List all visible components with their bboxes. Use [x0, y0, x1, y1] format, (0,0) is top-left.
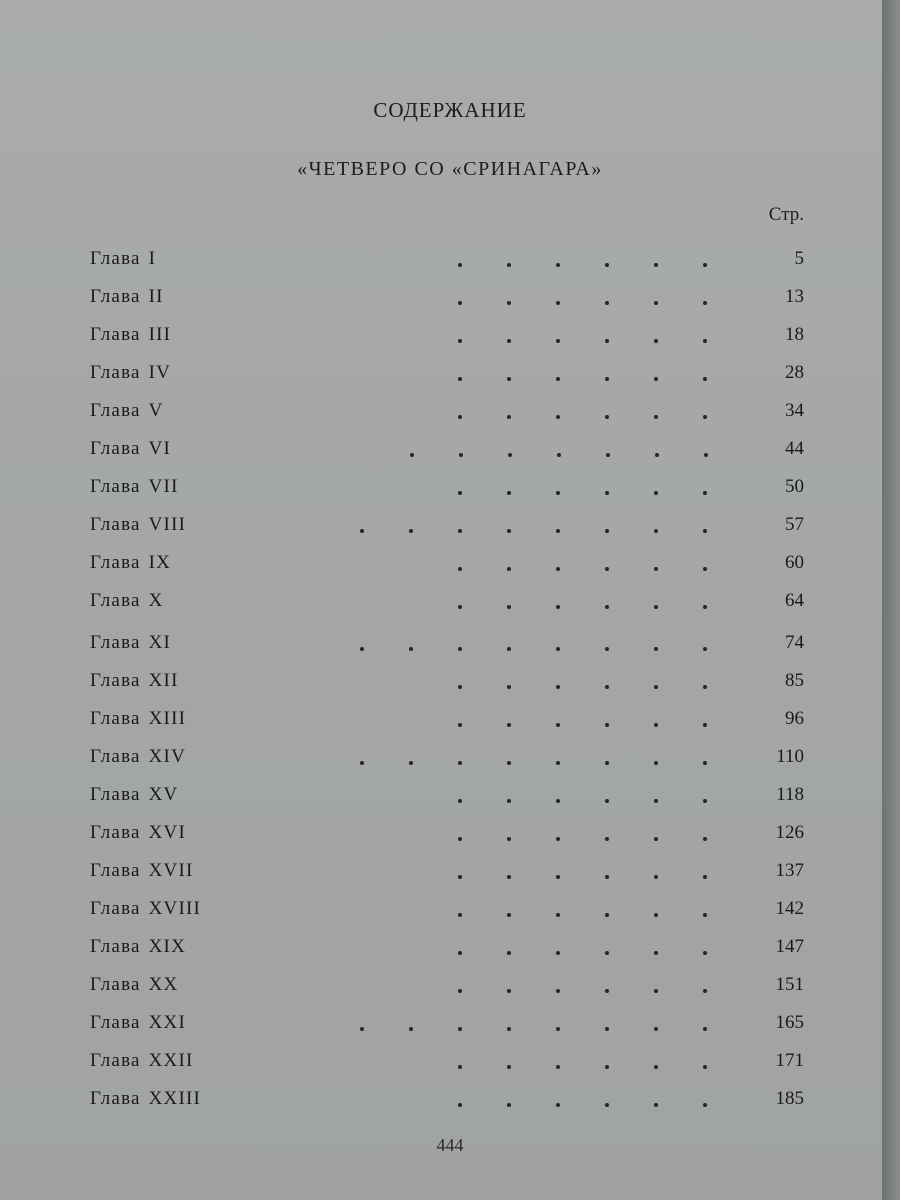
leader-dot	[605, 723, 609, 727]
toc-entry	[0, 670, 900, 700]
chapter-label	[90, 632, 171, 654]
leader-dot	[556, 723, 560, 727]
chapter-label	[90, 860, 194, 882]
leader-dot	[703, 913, 707, 917]
toc-entry	[0, 1088, 900, 1118]
leader-dot	[654, 1065, 658, 1069]
leader-dot	[507, 647, 511, 651]
chapter-word: Глава	[90, 898, 141, 919]
chapter-numeral: XIV	[148, 746, 186, 767]
chapter-numeral: I	[148, 248, 157, 269]
toc-entry	[0, 514, 900, 544]
chapter-label	[90, 552, 171, 574]
leader-dot	[654, 529, 658, 533]
chapter-word: Глава	[90, 708, 141, 729]
leader-dot	[605, 1103, 609, 1107]
chapter-word: Глава	[90, 860, 141, 881]
leader-dot	[556, 377, 560, 381]
leader-dot	[703, 761, 707, 765]
chapter-label	[90, 746, 186, 768]
book-title: «ЧЕТВЕРО СО «СРИНАГАРА»	[297, 158, 603, 180]
chapter-page-number: 44	[785, 438, 804, 459]
dot-leader	[330, 1050, 720, 1080]
chapter-page-number: 137	[775, 860, 804, 881]
chapter-word: Глава	[90, 1050, 141, 1071]
leader-dot	[605, 339, 609, 343]
toc-entry	[0, 552, 900, 582]
leader-dot	[654, 951, 658, 955]
dot-leader	[330, 974, 720, 1004]
dot-leader	[330, 552, 720, 582]
leader-dot	[409, 761, 413, 765]
chapter-word: Глава	[90, 362, 141, 383]
toc-entry	[0, 400, 900, 430]
leader-dot	[605, 415, 609, 419]
chapter-label	[90, 1012, 186, 1034]
leader-dot	[458, 301, 462, 305]
chapter-label	[90, 936, 186, 958]
chapter-numeral: II	[148, 286, 164, 307]
leader-dot	[507, 989, 511, 993]
leader-dot	[556, 415, 560, 419]
chapter-page-number: 151	[775, 974, 804, 995]
leader-dot	[605, 605, 609, 609]
leader-dot	[507, 951, 511, 955]
dot-leader	[330, 590, 720, 620]
leader-dot	[703, 415, 707, 419]
chapter-word: Глава	[90, 438, 141, 459]
leader-dot	[703, 799, 707, 803]
leader-dot	[458, 951, 462, 955]
leader-dot	[655, 453, 659, 457]
toc-entry	[0, 860, 900, 890]
chapter-numeral: X	[148, 590, 164, 611]
leader-dot	[654, 301, 658, 305]
leader-dot	[507, 1065, 511, 1069]
chapter-label	[90, 898, 201, 920]
chapter-label	[90, 400, 164, 422]
leader-dot	[410, 453, 414, 457]
leader-dot	[654, 339, 658, 343]
chapter-word: Глава	[90, 248, 141, 269]
leader-dot	[556, 647, 560, 651]
leader-dot	[703, 875, 707, 879]
leader-dot	[556, 491, 560, 495]
chapter-numeral: IV	[148, 362, 172, 383]
chapter-numeral: XIII	[148, 708, 187, 729]
leader-dot	[507, 837, 511, 841]
chapter-word: Глава	[90, 552, 141, 573]
toc-entry	[0, 248, 900, 278]
leader-dot	[605, 1065, 609, 1069]
leader-dot	[605, 529, 609, 533]
leader-dot	[605, 989, 609, 993]
chapter-label	[90, 670, 179, 692]
leader-dot	[605, 647, 609, 651]
chapter-page-number: 96	[785, 708, 804, 729]
toc-entry	[0, 476, 900, 506]
leader-dot	[556, 913, 560, 917]
chapter-page-number: 50	[785, 476, 804, 497]
chapter-page-number: 142	[775, 898, 804, 919]
leader-dot	[556, 685, 560, 689]
leader-dot	[458, 1065, 462, 1069]
leader-dot	[507, 1103, 511, 1107]
leader-dot	[703, 685, 707, 689]
dot-leader	[330, 248, 720, 278]
leader-dot	[458, 761, 462, 765]
chapter-word: Глава	[90, 936, 141, 957]
leader-dot	[458, 875, 462, 879]
leader-dot	[507, 377, 511, 381]
leader-dot	[703, 1103, 707, 1107]
chapter-numeral: XIX	[148, 936, 186, 957]
leader-dot	[654, 647, 658, 651]
leader-dot	[556, 529, 560, 533]
dot-leader	[330, 746, 720, 776]
leader-dot	[703, 529, 707, 533]
chapter-word: Глава	[90, 784, 141, 805]
chapter-numeral: XII	[148, 670, 179, 691]
chapter-word: Глава	[90, 514, 141, 535]
leader-dot	[556, 263, 560, 267]
page-number: 444	[436, 1135, 464, 1155]
leader-dot	[557, 453, 561, 457]
chapter-label	[90, 324, 171, 346]
leader-dot	[458, 567, 462, 571]
chapter-word: Глава	[90, 746, 141, 767]
toc-entry	[0, 936, 900, 966]
leader-dot	[703, 647, 707, 651]
leader-dot	[508, 453, 512, 457]
chapter-page-number: 28	[785, 362, 804, 383]
leader-dot	[605, 875, 609, 879]
leader-dot	[654, 685, 658, 689]
chapter-page-number: 60	[785, 552, 804, 573]
chapter-word: Глава	[90, 476, 141, 497]
leader-dot	[703, 301, 707, 305]
toc-entry	[0, 286, 900, 316]
leader-dot	[507, 685, 511, 689]
chapter-numeral: XX	[148, 974, 179, 995]
leader-dot	[703, 339, 707, 343]
dot-leader	[330, 936, 720, 966]
leader-dot	[409, 529, 413, 533]
leader-dot	[458, 377, 462, 381]
leader-dot	[556, 567, 560, 571]
toc-entry	[0, 1050, 900, 1080]
leader-dot	[458, 723, 462, 727]
leader-dot	[703, 723, 707, 727]
leader-dot	[458, 415, 462, 419]
leader-dot	[605, 761, 609, 765]
leader-dot	[654, 913, 658, 917]
chapter-label	[90, 1088, 201, 1110]
toc-entry	[0, 974, 900, 1004]
leader-dot	[458, 491, 462, 495]
chapter-page-number: 5	[794, 248, 804, 269]
chapter-page-number: 171	[775, 1050, 804, 1071]
leader-dot	[507, 761, 511, 765]
toc-entry	[0, 708, 900, 738]
dot-leader	[330, 324, 720, 354]
chapter-numeral: VI	[148, 438, 172, 459]
leader-dot	[556, 1103, 560, 1107]
leader-dot	[703, 1065, 707, 1069]
chapter-numeral: XV	[148, 784, 179, 805]
leader-dot	[654, 837, 658, 841]
dot-leader	[330, 438, 720, 468]
dot-leader	[330, 898, 720, 928]
leader-dot	[556, 799, 560, 803]
leader-dot	[459, 453, 463, 457]
leader-dot	[703, 605, 707, 609]
leader-dot	[458, 685, 462, 689]
leader-dot	[507, 339, 511, 343]
chapter-word: Глава	[90, 286, 141, 307]
chapter-page-number: 57	[785, 514, 804, 535]
chapter-numeral: XVI	[148, 822, 186, 843]
chapter-page-number: 64	[785, 590, 804, 611]
leader-dot	[654, 723, 658, 727]
chapter-page-number: 110	[776, 746, 804, 767]
leader-dot	[458, 913, 462, 917]
chapter-label	[90, 248, 156, 270]
leader-dot	[507, 415, 511, 419]
leader-dot	[703, 491, 707, 495]
leader-dot	[360, 647, 364, 651]
leader-dot	[703, 1027, 707, 1031]
chapter-word: Глава	[90, 400, 141, 421]
chapter-label	[90, 1050, 194, 1072]
chapter-numeral: XVIII	[148, 898, 202, 919]
leader-dot	[654, 875, 658, 879]
leader-dot	[654, 605, 658, 609]
leader-dot	[703, 377, 707, 381]
toc-entry	[0, 438, 900, 468]
chapter-page-number: 126	[775, 822, 804, 843]
toc-entry	[0, 1012, 900, 1042]
leader-dot	[507, 263, 511, 267]
chapter-word: Глава	[90, 974, 141, 995]
chapter-numeral: VII	[148, 476, 179, 497]
chapter-label	[90, 286, 164, 308]
chapter-page-number: 185	[775, 1088, 804, 1109]
dot-leader	[330, 476, 720, 506]
leader-dot	[654, 263, 658, 267]
leader-dot	[458, 605, 462, 609]
chapter-numeral: XXI	[148, 1012, 186, 1033]
leader-dot	[458, 339, 462, 343]
toc-entry	[0, 898, 900, 928]
leader-dot	[556, 951, 560, 955]
leader-dot	[654, 377, 658, 381]
dot-leader	[330, 860, 720, 890]
leader-dot	[458, 647, 462, 651]
leader-dot	[458, 1027, 462, 1031]
leader-dot	[704, 453, 708, 457]
leader-dot	[605, 951, 609, 955]
leader-dot	[606, 453, 610, 457]
leader-dot	[654, 491, 658, 495]
chapter-page-number: 34	[785, 400, 804, 421]
dot-leader	[330, 670, 720, 700]
leader-dot	[605, 263, 609, 267]
chapter-numeral: III	[148, 324, 172, 345]
toc-entry	[0, 324, 900, 354]
chapter-word: Глава	[90, 1088, 141, 1109]
leader-dot	[458, 263, 462, 267]
leader-dot	[507, 529, 511, 533]
chapter-label	[90, 974, 178, 996]
chapter-word: Глава	[90, 590, 141, 611]
toc-entry	[0, 362, 900, 392]
leader-dot	[556, 989, 560, 993]
chapter-label	[90, 822, 186, 844]
toc-entry	[0, 746, 900, 776]
dot-leader	[330, 632, 720, 662]
chapter-numeral: XXII	[148, 1050, 194, 1071]
leader-dot	[507, 301, 511, 305]
leader-dot	[458, 529, 462, 533]
leader-dot	[703, 263, 707, 267]
chapter-label	[90, 362, 171, 384]
leader-dot	[556, 605, 560, 609]
chapter-label	[90, 438, 171, 460]
chapter-numeral: VIII	[148, 514, 187, 535]
leader-dot	[605, 377, 609, 381]
chapter-label	[90, 476, 179, 498]
chapter-label	[90, 708, 186, 730]
leader-dot	[654, 761, 658, 765]
dot-leader	[330, 400, 720, 430]
dot-leader	[330, 286, 720, 316]
chapter-page-number: 74	[785, 632, 804, 653]
leader-dot	[507, 1027, 511, 1031]
leader-dot	[409, 1027, 413, 1031]
chapter-word: Глава	[90, 822, 141, 843]
leader-dot	[409, 647, 413, 651]
contents-heading: СОДЕРЖАНИЕ	[373, 98, 527, 122]
leader-dot	[556, 875, 560, 879]
chapter-page-number: 147	[775, 936, 804, 957]
leader-dot	[605, 301, 609, 305]
chapter-page-number: 13	[785, 286, 804, 307]
leader-dot	[654, 799, 658, 803]
leader-dot	[605, 913, 609, 917]
leader-dot	[605, 837, 609, 841]
leader-dot	[507, 799, 511, 803]
dot-leader	[330, 1088, 720, 1118]
dot-leader	[330, 708, 720, 738]
chapter-numeral: IX	[148, 552, 172, 573]
dot-leader	[330, 514, 720, 544]
leader-dot	[507, 567, 511, 571]
leader-dot	[556, 1065, 560, 1069]
toc-entry	[0, 632, 900, 662]
chapter-label	[90, 784, 178, 806]
leader-dot	[507, 491, 511, 495]
chapter-word: Глава	[90, 632, 141, 653]
leader-dot	[556, 301, 560, 305]
leader-dot	[507, 605, 511, 609]
page-column-label: Стр.	[768, 204, 804, 225]
leader-dot	[703, 951, 707, 955]
dot-leader	[330, 1012, 720, 1042]
leader-dot	[605, 799, 609, 803]
leader-dot	[556, 837, 560, 841]
toc-entry	[0, 784, 900, 814]
leader-dot	[703, 567, 707, 571]
leader-dot	[507, 723, 511, 727]
chapter-page-number: 165	[775, 1012, 804, 1033]
chapter-numeral: XVII	[148, 860, 194, 881]
leader-dot	[654, 567, 658, 571]
leader-dot	[605, 491, 609, 495]
leader-dot	[703, 837, 707, 841]
chapter-word: Глава	[90, 324, 141, 345]
chapter-numeral: XXIII	[148, 1088, 202, 1109]
leader-dot	[360, 529, 364, 533]
chapter-numeral: XI	[148, 632, 172, 653]
leader-dot	[556, 1027, 560, 1031]
leader-dot	[556, 339, 560, 343]
chapter-label	[90, 590, 164, 612]
chapter-numeral: V	[148, 400, 164, 421]
leader-dot	[458, 1103, 462, 1107]
chapter-label	[90, 514, 186, 536]
chapter-page-number: 18	[785, 324, 804, 345]
leader-dot	[605, 1027, 609, 1031]
toc-entry	[0, 822, 900, 852]
leader-dot	[507, 913, 511, 917]
leader-dot	[556, 761, 560, 765]
leader-dot	[605, 685, 609, 689]
leader-dot	[654, 989, 658, 993]
chapter-page-number: 85	[785, 670, 804, 691]
leader-dot	[605, 567, 609, 571]
leader-dot	[654, 1103, 658, 1107]
leader-dot	[458, 837, 462, 841]
leader-dot	[458, 989, 462, 993]
chapter-word: Глава	[90, 670, 141, 691]
dot-leader	[330, 362, 720, 392]
leader-dot	[507, 875, 511, 879]
chapter-word: Глава	[90, 1012, 141, 1033]
dot-leader	[330, 784, 720, 814]
chapter-page-number: 118	[776, 784, 804, 805]
leader-dot	[654, 1027, 658, 1031]
toc-entry	[0, 590, 900, 620]
leader-dot	[360, 1027, 364, 1031]
leader-dot	[360, 761, 364, 765]
leader-dot	[703, 989, 707, 993]
leader-dot	[458, 799, 462, 803]
dot-leader	[330, 822, 720, 852]
leader-dot	[654, 415, 658, 419]
